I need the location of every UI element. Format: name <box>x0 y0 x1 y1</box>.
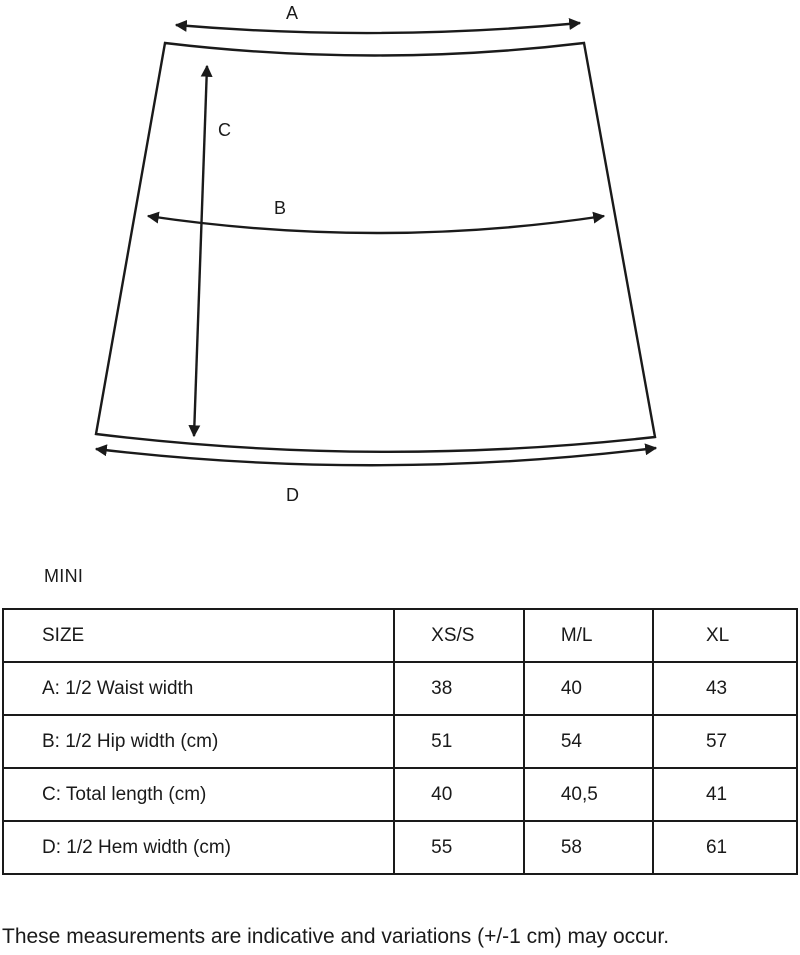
table-cell: 57 <box>653 715 797 768</box>
header-size: SIZE <box>3 609 394 662</box>
hip-arrow <box>148 216 604 233</box>
table-row <box>3 662 797 715</box>
label-d: D <box>286 485 299 505</box>
table-row <box>3 715 797 768</box>
table-cell: 55 <box>394 821 524 874</box>
header-m-l: M/L <box>524 609 653 662</box>
row-label: C: Total length (cm) <box>3 768 394 821</box>
length-arrow <box>194 66 207 436</box>
table-cell: 40 <box>524 662 653 715</box>
table-cell: 38 <box>394 662 524 715</box>
waist-arrow <box>176 23 580 33</box>
product-name: MINI <box>44 566 84 586</box>
table-row <box>3 821 797 874</box>
table-cell: 43 <box>653 662 797 715</box>
row-label: D: 1/2 Hem width (cm) <box>3 821 394 874</box>
table-cell: 40,5 <box>524 768 653 821</box>
table-cell: 41 <box>653 768 797 821</box>
disclaimer-note: These measurements are indicative and variations (+/-1 cm) may occur. <box>2 925 670 948</box>
label-c: C <box>218 120 231 140</box>
label-a: A <box>286 3 299 23</box>
table-cell: 51 <box>394 715 524 768</box>
table-cell: 58 <box>524 821 653 874</box>
table-row <box>3 768 797 821</box>
table-cell: 40 <box>394 768 524 821</box>
table-cell: 61 <box>653 821 797 874</box>
size-chart-table <box>2 608 798 875</box>
table-header-row <box>3 609 797 662</box>
label-b: B <box>274 198 287 218</box>
row-label: B: 1/2 Hip width (cm) <box>3 715 394 768</box>
header-xs-s: XS/S <box>394 609 524 662</box>
table-cell: 54 <box>524 715 653 768</box>
header-xl: XL <box>653 609 797 662</box>
row-label: A: 1/2 Waist width <box>3 662 394 715</box>
skirt-outline <box>96 43 655 452</box>
